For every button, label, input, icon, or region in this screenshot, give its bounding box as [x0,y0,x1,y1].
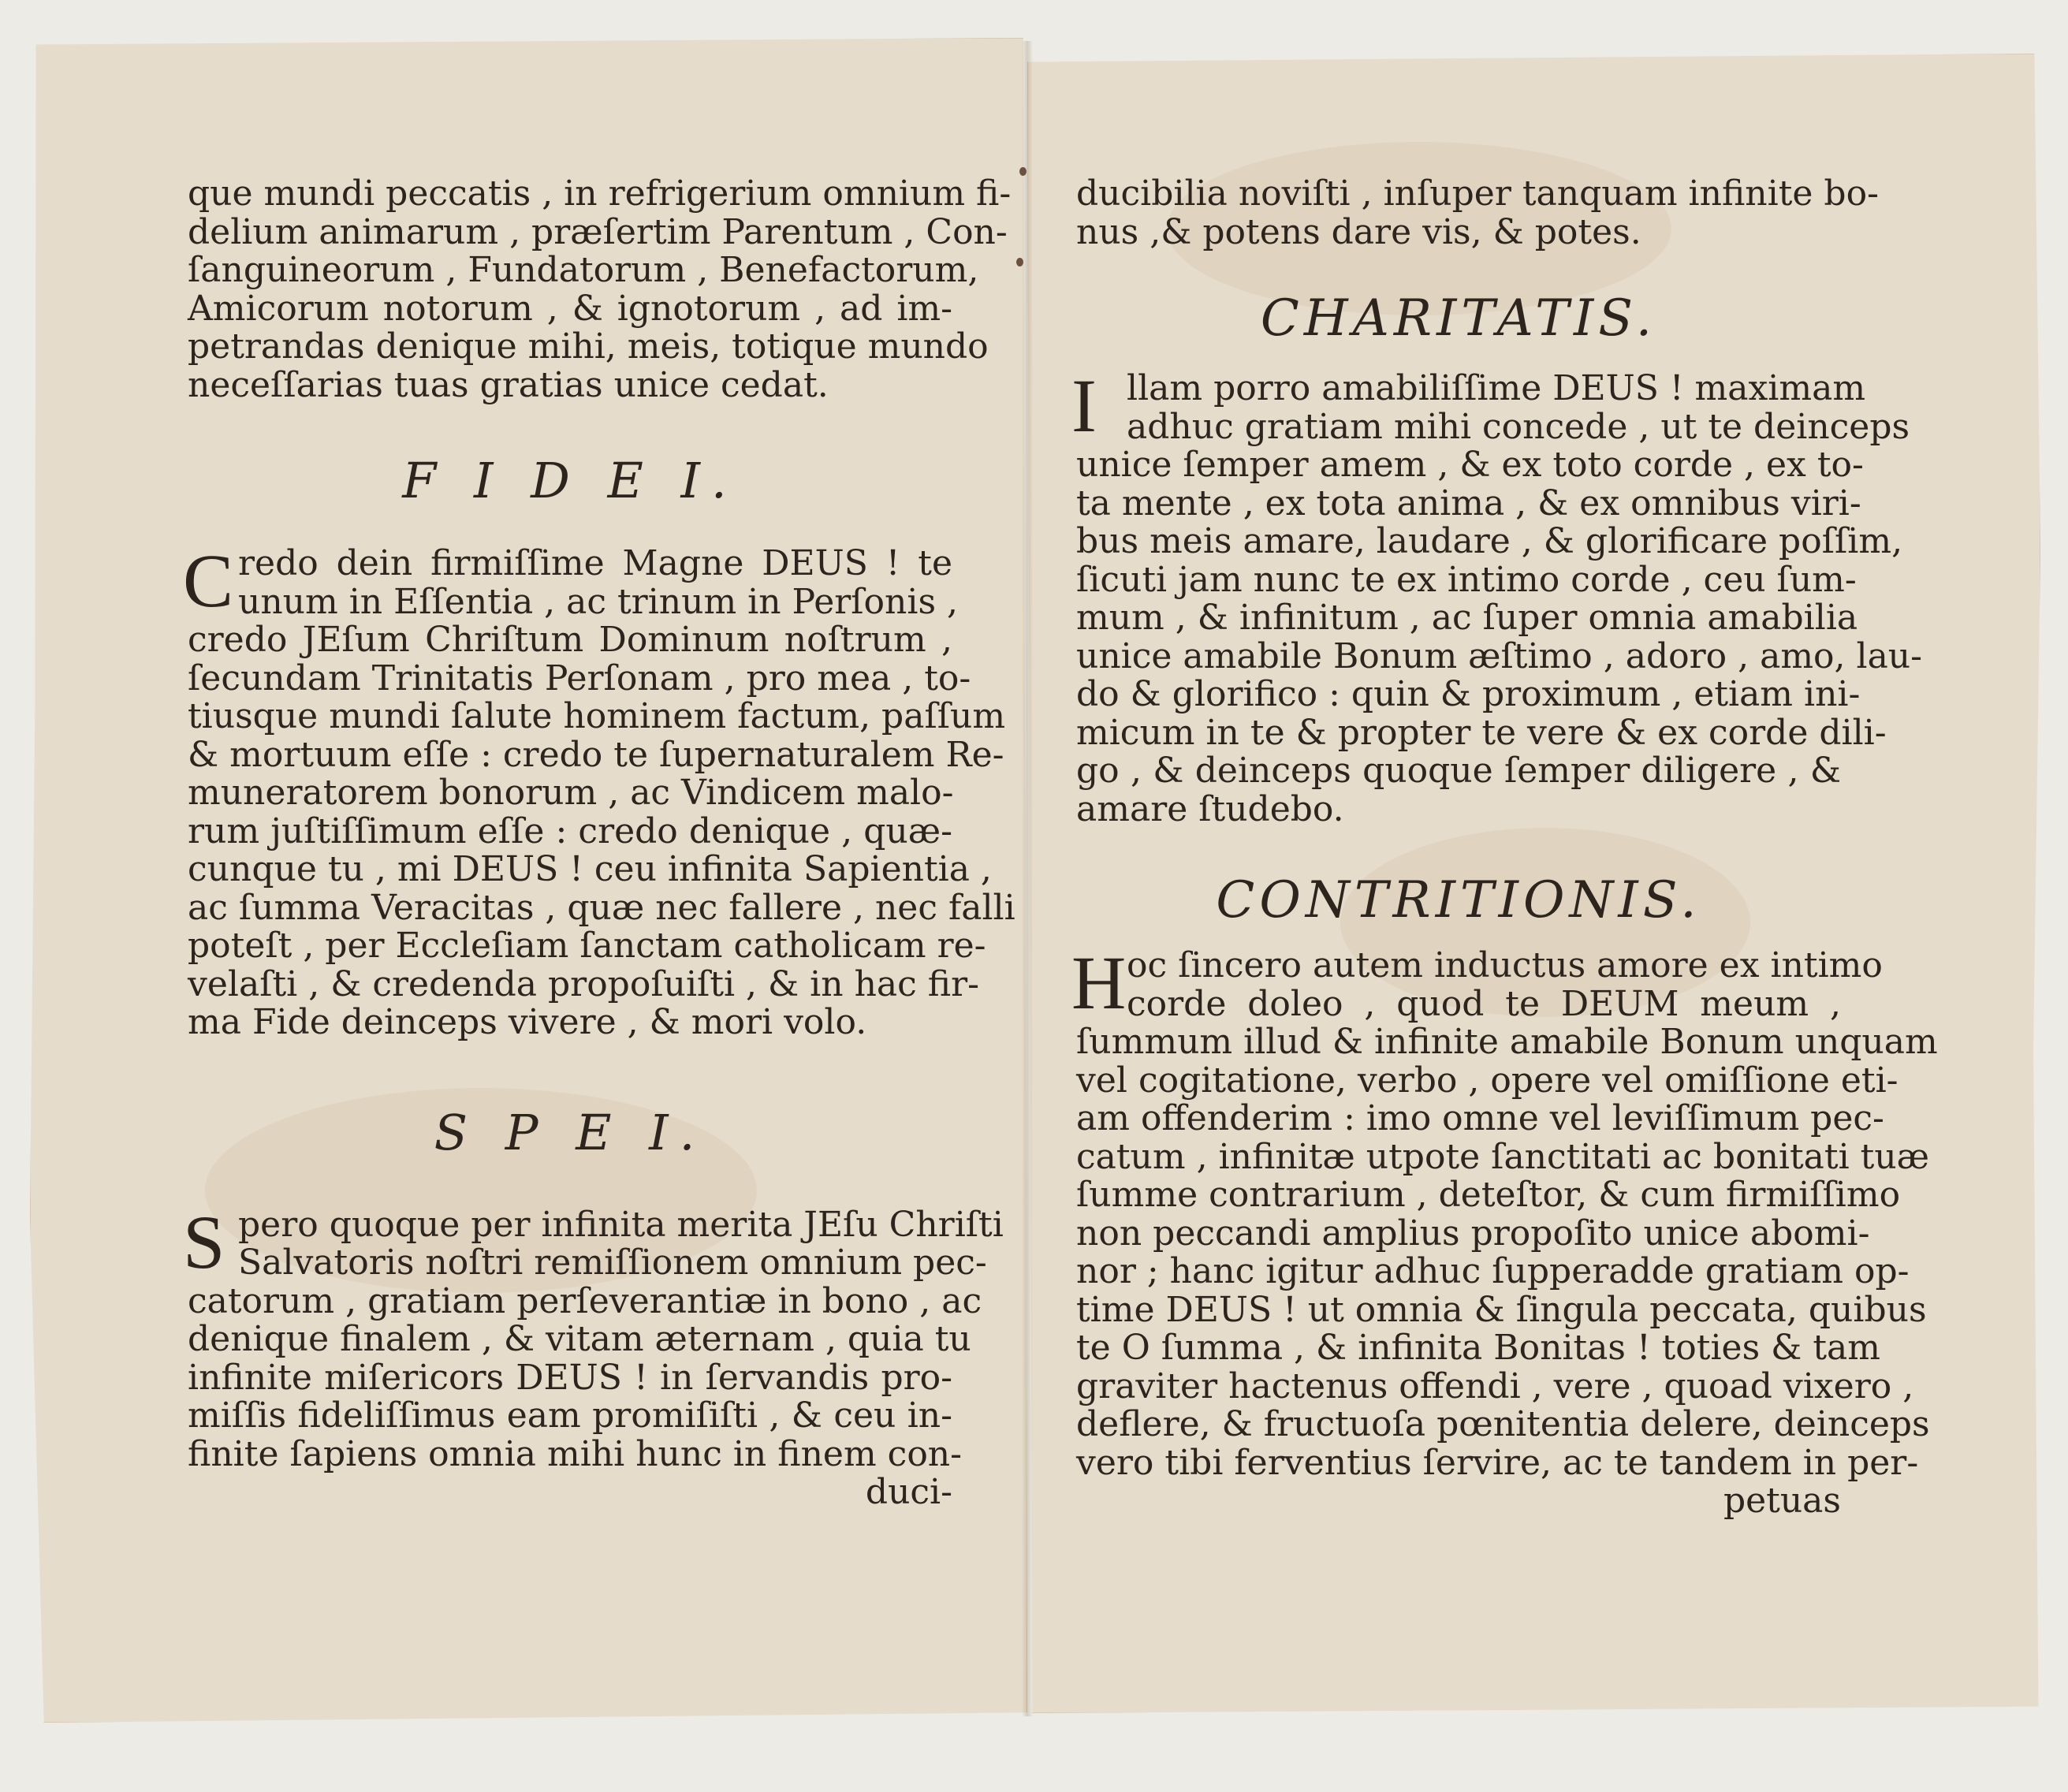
text-line: catum , infinitæ utpote ſanctitati ac bonitati tuæ [1076,1136,1930,1177]
catchword: petuas [1723,1481,1841,1521]
text-line: bus meis amare, laudare , & glorificare poſſim, [1076,521,1903,561]
text-line: ſumme contrarium , deteſtor, & cum firmiſſimo [1076,1175,1901,1215]
spei-paragraph [183,1199,1004,1512]
text-line: vel cogitatione, verbo , opere vel omiſſione eti- [1076,1060,1898,1101]
text-line: Salvatoris noſtri remiſſionem omnium pec- [238,1242,987,1283]
text-line: & mortuum eſſe : credo te ſupernaturalem Re- [188,734,1004,775]
text-line: time DEUS ! ut omnia & ſingula peccata, quibus [1076,1289,1927,1330]
binding-hole [1016,258,1023,266]
text-line: miſſis fideliſſimus eam promiſiſti , & ceu in- [188,1395,952,1436]
first-line-text: llam porro amabiliſſime DEUS ! maximam [1127,368,1866,408]
first-line-text: redo dein firmiſſime Magne DEUS ! te [238,543,952,583]
spei-heading: S P E I. [434,1103,706,1161]
text-line: poteſt , per Eccleſiam ſanctam catholicam re- [188,926,986,966]
text-line: am offenderim : imo omne vel leviſſimum pec- [1076,1098,1884,1138]
text-line: ſecundam Trinitatis Perſonam , pro mea , to- [188,658,971,699]
charitatis-initial: I [1071,363,1097,448]
charitatis-paragraph [1071,363,1923,829]
first-line-text: oc ſincero autem inductus amore ex intimo [1127,945,1883,985]
text-line: denique finalem , & vitam æternam , quia tu [188,1319,971,1359]
fidei-paragraph [183,538,1015,1042]
text-line: ma Fide deinceps vivere , & mori volo. [188,1002,867,1042]
contritionis-paragraph [1071,941,1938,1521]
text-line: delium animarum , præſertim Parentum , Con- [188,211,1008,252]
text-line: vero tibi ferventius ſervire, ac te tandem in per- [1076,1442,1919,1483]
text-line: ac ſumma Veracitas , quæ nec fallere , nec falli [188,887,1015,928]
left-intro-paragraph [188,173,1012,405]
text-line: rum juſtiſſimum eſſe : credo denique , quæ- [188,810,952,851]
right-text-column [1071,173,1938,1521]
text-line: do & glorifico : quin & proximum , etiam ini- [1076,674,1861,714]
text-line: petrandas denique mihi, meis, totique mundo [188,326,989,367]
text-line: go , & deinceps quoque ſemper diligere , & [1076,751,1841,791]
right-intro-paragraph [1076,173,1879,252]
spei-initial: S [183,1199,225,1284]
text-line: velaſti , & credenda propoſuiſti , & in hac fir- [188,963,980,1004]
text-line: cunque tu , mi DEUS ! ceu infinita Sapientia , [188,849,992,889]
text-line: te O ſumma , & infinita Bonitas ! toties & tam [1076,1328,1880,1368]
text-line: ſanguineorum , Fundatorum , Benefactorum, [188,250,979,290]
text-line: nor ; hanc igitur adhuc ſupperadde gratiam op- [1076,1251,1910,1291]
text-line: que mundi peccatis , in refrigerium omnium fi- [188,173,1012,214]
text-line: ta mente , ex tota anima , & ex omnibus viri- [1076,482,1861,523]
charitatis-heading: CHARITATIS. [1260,289,1657,348]
text-line: catorum , gratiam perſeverantiæ in bono , ac [188,1280,982,1321]
binding-hole [1019,167,1027,176]
text-line: neceſſarias tuas gratias unice cedat. [188,364,829,405]
text-line: non peccandi amplius propoſito unice abomi- [1076,1213,1870,1254]
text-line: muneratorem bonorum , ac Vindicem malo- [188,773,954,813]
text-line: micum in te & propter te vere & ex corde dili- [1076,712,1887,753]
text-line: graviter hactenus offendi , vere , quoad vixero , [1076,1365,1914,1406]
text-line: finite ſapiens omnia mihi hunc in finem con- [188,1433,963,1474]
text-line: Amicorum notorum , & ignotorum , ad im- [188,288,952,329]
text-line: mum , & infinitum , ac ſuper omnia amabilia [1076,598,1858,638]
text-line: unum in Eſſentia , ac trinum in Perſonis , [238,581,958,622]
first-line-text: pero quoque per infinita merita JEſu Chriſti [238,1204,1004,1245]
fidei-heading: F I D E I. [402,452,738,509]
center-fold [1022,41,1033,1716]
text-line: amare ſtudebo. [1076,788,1344,829]
text-line: adhuc gratiam mihi concede , ut te deinceps [1127,406,1910,447]
left-text-column [183,173,1015,1512]
text-line: infinite miſericors DEUS ! in ſervandis pro- [188,1357,952,1398]
text-line: ſicuti jam nunc te ex intimo corde , ceu ſum- [1076,559,1857,600]
text-line: unice ſemper amem , & ex toto corde , ex to- [1076,445,1864,485]
text-line: ducibilia noviſti , inſuper tanquam infinite bo- [1076,173,1879,214]
text-line: nus ,& potens dare vis, & potes. [1076,211,1641,252]
fidei-initial: C [183,538,234,623]
text-line: deflere, & fructuoſa pœnitentia delere, deinceps [1076,1404,1930,1444]
text-line: ſummum illud & infinite amabile Bonum unquam [1076,1022,1938,1062]
catchword: duci- [865,1472,952,1512]
contritionis-heading: CONTRITIONIS. [1216,871,1701,930]
text-line: tiusque mundi ſalute hominem factum, paſſum [188,696,1006,736]
text-line: unice amabile Bonum æſtimo , adoro , amo, lau- [1076,635,1923,676]
text-line: corde doleo , quod te DEUM meum , [1127,983,1841,1024]
text-line: credo JEſum Chriſtum Dominum noſtrum , [188,620,952,660]
contritionis-initial: H [1071,941,1127,1025]
